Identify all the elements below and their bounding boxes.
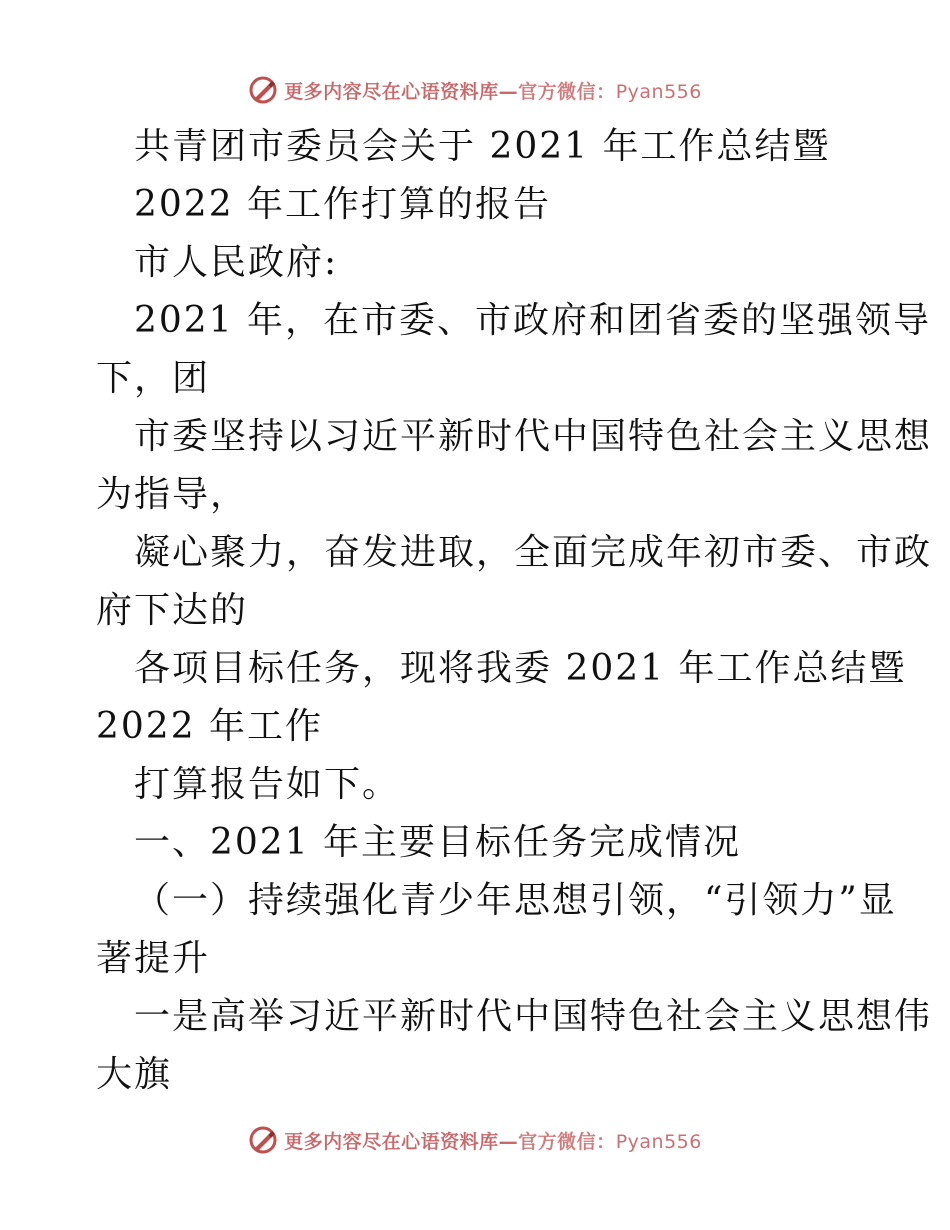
doc-title-line-1: 共青团市委员会关于 2021 年工作总结暨 [134, 126, 831, 167]
footer-watermark [0, 1122, 950, 1158]
body-line: 著提升 [96, 938, 211, 979]
salutation: 市人民政府: [134, 242, 339, 283]
body-line: 凝心聚力，奋发进取，全面完成年初市委、市政 [134, 532, 933, 573]
pen-logo-icon [248, 1125, 278, 1155]
subsection-heading: （一）持续强化青少年思想引领，“引领力”显 [134, 880, 897, 921]
watermark-id: Pyan556 [615, 80, 702, 103]
body-line: 2022 年工作 [96, 706, 324, 747]
body-line: 打算报告如下。 [134, 764, 401, 805]
body-line: 各项目标任务，现将我委 2021 年工作总结暨 [134, 648, 907, 689]
watermark-dash: — [498, 1130, 519, 1153]
watermark-main: 更多内容尽在心语资料库 [284, 1130, 499, 1153]
watermark-dash: — [498, 80, 519, 103]
section-heading: 一、2021 年主要目标任务完成情况 [134, 822, 742, 863]
pen-logo-icon [248, 75, 278, 105]
body-line: 为指导， [96, 474, 249, 515]
watermark-id: Pyan556 [615, 1130, 702, 1153]
body-line: 大旗 [96, 1054, 173, 1095]
watermark-text [284, 77, 702, 104]
watermark-label: 官方微信： [518, 1130, 616, 1153]
body-line: 2021 年，在市委、市政府和团省委的坚强领导 [134, 300, 932, 341]
body-line: 府下达的 [96, 590, 249, 631]
watermark-label: 官方微信： [518, 80, 616, 103]
body-line: 一是高举习近平新时代中国特色社会主义思想伟 [134, 996, 933, 1037]
header-watermark [0, 72, 950, 108]
doc-title-line-2: 2022 年工作打算的报告 [134, 184, 552, 225]
body-line: 市委坚持以习近平新时代中国特色社会主义思想 [134, 416, 933, 457]
body-line: 下，团 [96, 358, 211, 399]
watermark-text [284, 1127, 702, 1154]
watermark-main: 更多内容尽在心语资料库 [284, 80, 499, 103]
